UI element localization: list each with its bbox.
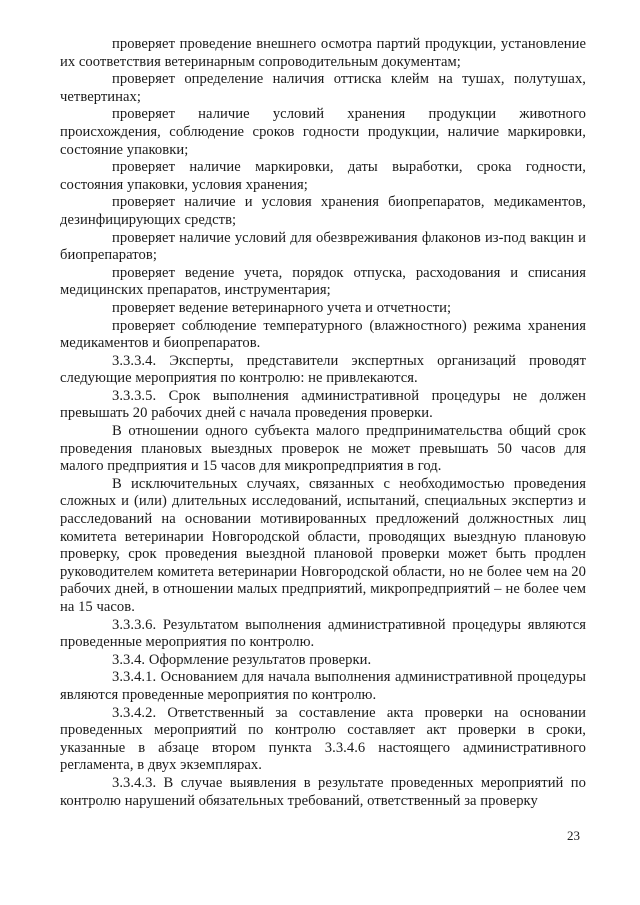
document-body (60, 36, 586, 810)
paragraph-check-storage-conditions: проверяет наличие условий хранения продукции животного происхождения, соблюдение сроков годности продукции, наличие маркировки, состояние упаковки; (60, 106, 586, 158)
paragraph-check-vial-disposal: проверяет наличие условий для обезвреживания флаконов из-под вакцин и биопрепаратов; (60, 229, 586, 264)
paragraph-3-3-4-1: 3.3.4.1. Основанием для начала выполнения административной процедуры являются проведенные мероприятия по контролю. (60, 669, 586, 703)
paragraph-check-biopreparations: проверяет наличие и условия хранения биопрепаратов, медикаментов, дезинфицирующих средств; (60, 194, 586, 228)
paragraph-check-inspection: проверяет проведение внешнего осмотра партий продукции, установление их соответствия ветеринарным сопроводительным документам; (60, 36, 586, 70)
paragraph-check-marking: проверяет наличие маркировки, даты выработки, срока годности, состояния упаковки, условия хранения; (60, 159, 586, 193)
paragraph-3-3-4-3: 3.3.4.3. В случае выявления в результате проведенных мероприятий по контролю нарушений обязательных требований, ответственный за проверку (60, 774, 586, 809)
paragraph-check-temperature: проверяет соблюдение температурного (влажностного) режима хранения медикаментов и биопрепаратов. (60, 317, 586, 352)
paragraph-3-3-4-heading: 3.3.4. Оформление результатов проверки. (112, 651, 372, 668)
paragraph-small-business-limit: В отношении одного субъекта малого предпринимательства общий срок проведения плановых выездных проверок не может превышать 50 часов для малого предприятия и 15 часов для микропредприятия в год. (60, 423, 586, 475)
paragraph-check-accounting: проверяет ведение учета, порядок отпуска, расходования и списания медицинских препаратов, инструментария; (60, 264, 586, 299)
page-number: 23 (567, 828, 580, 843)
paragraph-3-3-3-5: 3.3.3.5. Срок выполнения административной процедуры не должен превышать 20 рабочих дней с начала проведения проверки. (60, 387, 586, 422)
paragraph-check-reporting: проверяет ведение ветеринарного учета и отчетности; (112, 299, 452, 316)
paragraph-exceptional-cases: В исключительных случаях, связанных с необходимостью проведения сложных и (или) длительных исследований, испытаний, специальных экспертиз и расследований на основании мотивированных предложений должностных лиц комитета ветеринарии Новгородской области, проводящих выездную плановую проверку, срок проведения выездной плановой проверки может быть продлен руководителем комитета ветеринарии Новгородской области, но не более чем на 20 рабочих дней, в отношении малых предприятий, микропредприятий – не более чем на 15 часов. (60, 475, 586, 615)
paragraph-check-stamps: проверяет определение наличия оттиска клейм на тушах, полутушах, четвертинах; (60, 71, 586, 105)
paragraph-3-3-4-2: 3.3.4.2. Ответственный за составление акта проверки на основании проведенных мероприятий по контролю составляет акт проверки в сроки, указанные в абзаце втором пункта 3.3.4.6 настоящего административного регламента, в двух экземплярах. (60, 704, 586, 774)
paragraph-3-3-3-4: 3.3.3.4. Эксперты, представители экспертных организаций проводят следующие мероприятия по контролю: не привлекаются. (60, 352, 586, 387)
paragraph-3-3-3-6: 3.3.3.6. Результатом выполнения административной процедуры являются проведенные мероприятия по контролю. (60, 616, 586, 651)
